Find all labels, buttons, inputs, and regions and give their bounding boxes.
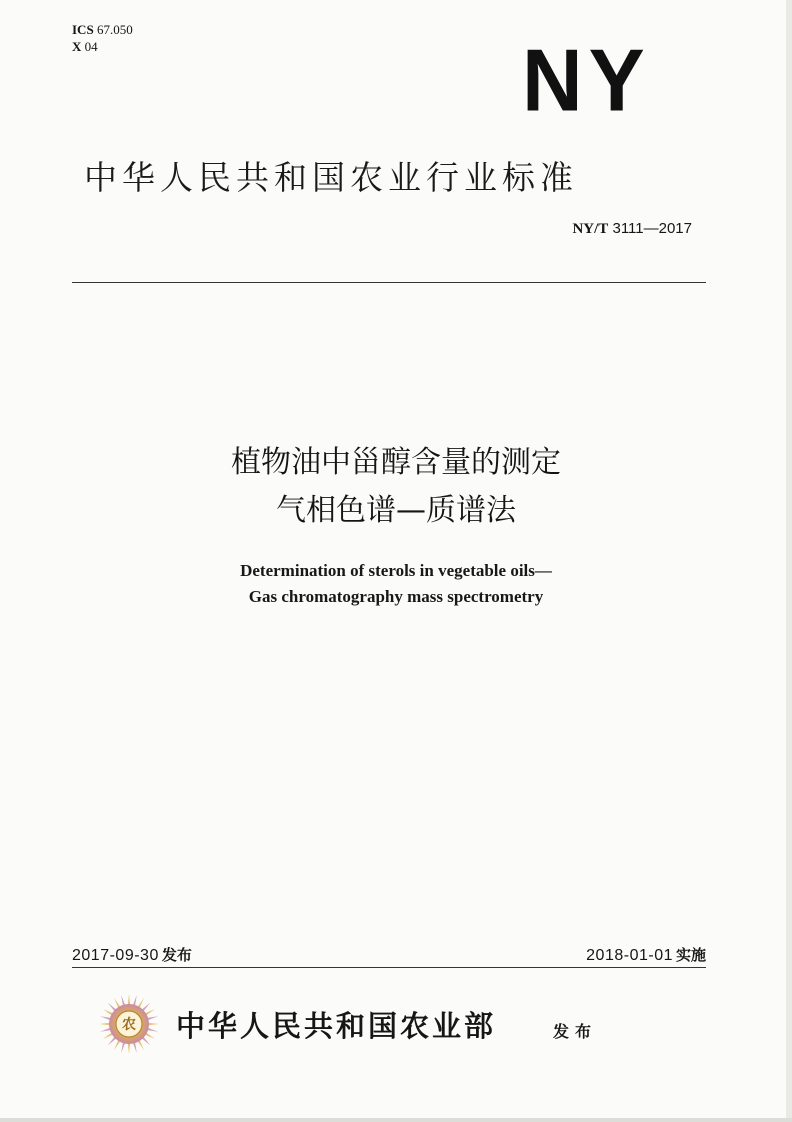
title-zh-line1: 植物油中甾醇含量的测定: [231, 445, 561, 480]
title-en-line2: Gas chromatography mass spectrometry: [248, 587, 544, 606]
ics-code: ICS 67.050: [72, 22, 133, 37]
title-zh-line2: 气相色谱—质谱法: [276, 493, 516, 528]
impl-date-value: 2018-01-01: [586, 947, 673, 964]
publish-word: 发布: [553, 1022, 598, 1041]
seal-glyph: 农: [122, 1017, 136, 1033]
standard-number-prefix: NY/T: [572, 221, 609, 237]
standard-title: 中华人民共和国农业行业标准: [84, 158, 578, 197]
title-en-line1: Determination of sterols in vegetable oils—: [240, 561, 552, 580]
ministry-seal-icon: [98, 993, 160, 1055]
issue-date: [72, 944, 192, 965]
bottom-divider: [72, 967, 706, 968]
impl-date-word: 实施: [675, 946, 706, 964]
ny-logo: NY: [522, 30, 651, 130]
standard-number: [572, 220, 692, 238]
implementation-date: [586, 944, 706, 965]
ministry-name: 中华人民共和国农业部: [176, 1009, 497, 1043]
standard-number-code: 3111—2017: [612, 220, 692, 237]
issue-date-value: 2017-09-30: [72, 947, 159, 964]
issue-date-word: 发布: [161, 946, 192, 964]
page-edge-bottom: [0, 1118, 792, 1122]
class-code: X 04: [72, 39, 98, 54]
classification-codes: [72, 21, 133, 55]
top-divider: [72, 282, 706, 283]
